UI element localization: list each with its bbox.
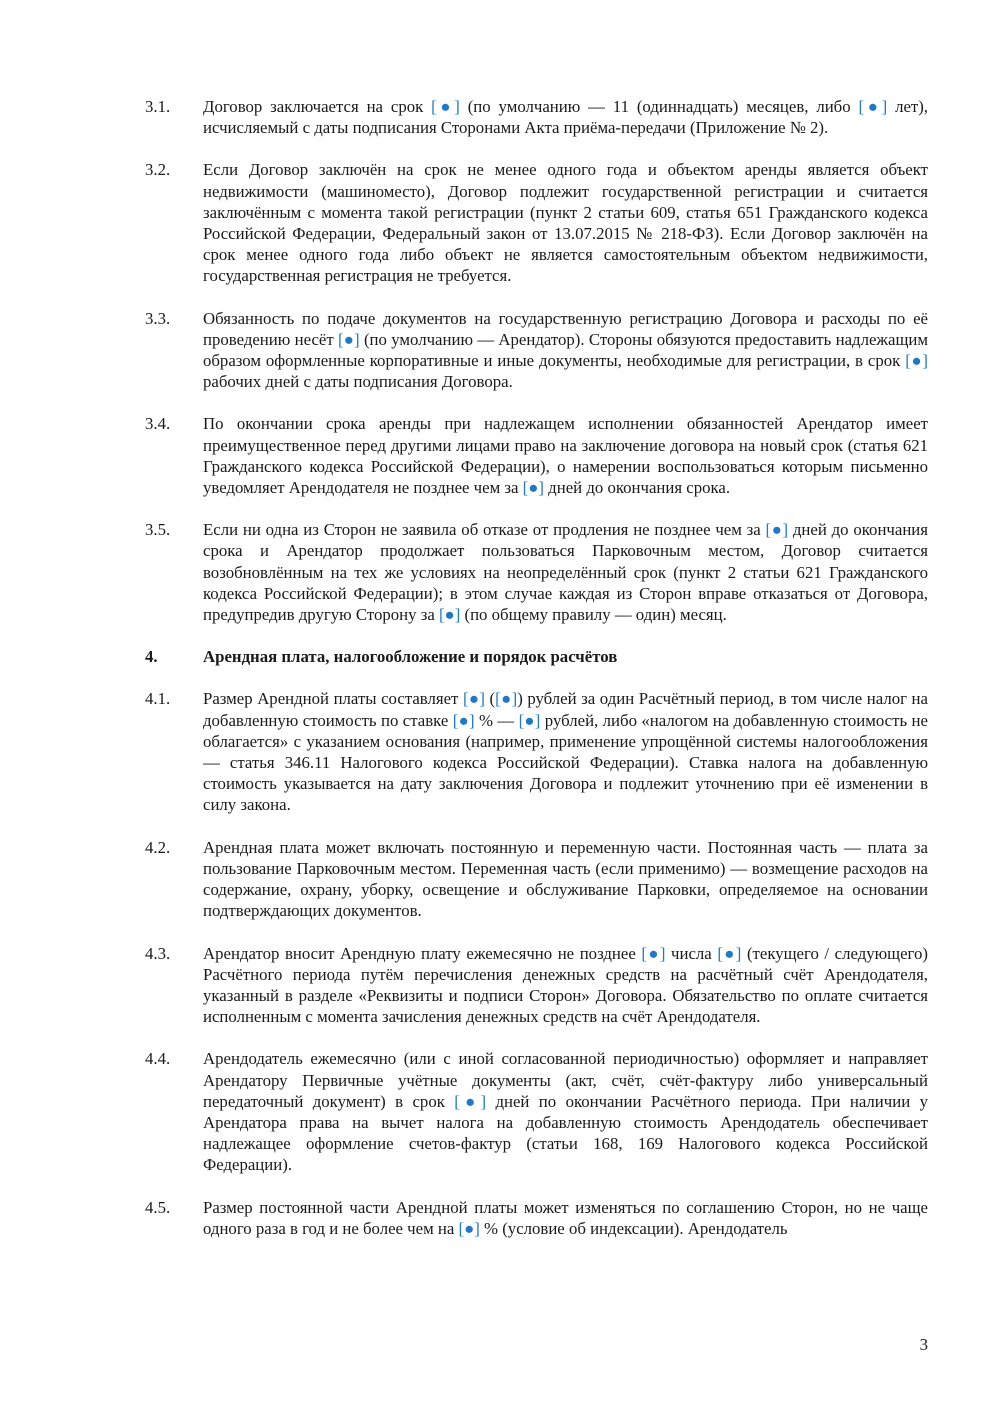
clause-text-run: Если Договор заключён на срок не менее одного года и объектом аренды является объект недвижимости (машиноместо), Договор подлежит государственной регистрации и считается заключённым с момента такой регистрации (пункт 2 статьи 609, статья 651 Гражданского кодекса Российской Федерации, Федеральный закон от 13.07.2015 № 218-ФЗ). Если Договор заключён на срок менее одного года либо объект не является самостоятельным объектом недвижимости, государственная регистрация не требуется.	[203, 160, 928, 286]
clause-text	[203, 413, 928, 498]
placeholder-field: [●]	[454, 1091, 487, 1111]
clause-text-run: дней до окончания срока.	[543, 478, 731, 498]
clause-number: 4.4.	[145, 1049, 171, 1069]
placeholder-field: [●]	[462, 689, 485, 709]
clause-text-run: Обязанность по подаче документов на государственную регистрацию Договора и расходы по её проведению несёт	[203, 308, 928, 349]
clause-text-run: Арендодатель ежемесячно (или с иной согласованной периодичностью) оформляет и направляет Арендатору Первичные учётные документы (акт, счёт, счёт-фактуру либо универсальный передаточный документ) в срок	[203, 1049, 928, 1111]
clause-text-run: лет), исчисляемый с даты подписания Сторонами Акта приёма-передачи (Приложение № 2).	[203, 97, 929, 138]
clause-number: 3.1.	[145, 97, 171, 116]
page-number: 3	[919, 1335, 928, 1354]
clause-text-run: числа	[665, 943, 718, 963]
clause	[145, 308, 928, 393]
clause-text-run: рублей, либо «налогом на добавленную стоимость не облагается» с указанием основания (например, применение упрощённой системы налогообложения — статья 346.11 Налогового кодекса Российской Федерации). Ставка налога на добавленную стоимость указывается на дату заключения Договора и подлежит уточнению при её изменении в силу закона.	[203, 710, 928, 815]
clause	[145, 943, 928, 1028]
placeholder-field: [●]	[641, 943, 666, 963]
placeholder-field: [●]	[518, 710, 541, 730]
clause-text	[203, 159, 928, 286]
clause-text-run: % (условие об индексации). Арендодатель	[479, 1218, 788, 1238]
placeholder-field: [●]	[858, 97, 888, 116]
clause-text-run: % —	[474, 710, 519, 730]
clause	[145, 413, 928, 498]
clause-text-run: Размер постоянной части Арендной платы может изменяться по соглашению Сторон, но не чаще одного раза в год и не более чем на	[203, 1197, 928, 1238]
clause-number: 3.4.	[145, 414, 171, 434]
clause-text	[203, 688, 928, 815]
clause-text	[203, 308, 928, 393]
clause-text-run: Если ни одна из Сторон не заявила об отказе от продления не позднее чем за	[203, 520, 766, 540]
clause-number: 4.3.	[145, 943, 171, 963]
clause-text-run: Договор заключается на срок	[203, 97, 432, 116]
clause-text	[203, 96, 928, 138]
clause-number: 4.5.	[145, 1197, 171, 1217]
placeholder-field: [●]	[431, 97, 460, 116]
clause-text	[203, 1197, 928, 1239]
clause-number: 3.2.	[145, 160, 171, 180]
clause	[145, 519, 928, 625]
document-body	[145, 96, 928, 1260]
clause-text-run: дней по окончании Расчётного периода. При наличии у Арендатора права на вычет налога на добавленную стоимость Арендодатель обеспечивает надлежащее оформление счетов-фактур (статьи 168, 169 Налогового кодекса Российской Федерации).	[203, 1091, 928, 1175]
clause-text	[203, 943, 928, 1028]
placeholder-field: [●]	[765, 520, 789, 540]
clause-text-run: Арендатор вносит Арендную плату ежемесячно не позднее	[203, 943, 642, 963]
clause-text-run: (по умолчанию — Арендатор). Стороны обязуются предоставить надлежащим образом оформленные корпоративные и иные документы, необходимые для регистрации, в срок	[203, 329, 928, 371]
placeholder-field: [●]	[452, 710, 475, 730]
clause-text	[203, 519, 928, 625]
section-4-heading	[145, 646, 928, 667]
clause-text-run: ) рублей за один Расчётный период, в том числе налог на добавленную стоимость по ставке	[203, 689, 928, 730]
clause	[145, 837, 928, 922]
clause-number: 3.3.	[145, 308, 171, 328]
clause	[145, 96, 928, 138]
clause-number: 3.5.	[145, 520, 171, 540]
clause	[145, 1197, 928, 1239]
clause-text-run: (текущего / следующего) Расчётного периода путём перечисления денежных средств на расчётный счёт Арендодателя, указанный в разделе «Реквизиты и подписи Сторон» Договора. Обязательство по оплате считается исполненным с момента зачисления денежных средств на счёт Арендодателя.	[203, 943, 928, 1027]
section-4-clauses	[145, 688, 928, 1238]
clause-text	[203, 1048, 928, 1175]
placeholder-field: [●]	[905, 351, 928, 371]
section-title: Арендная плата, налогообложение и порядок расчётов	[203, 647, 618, 667]
clause-text-run: Арендная плата может включать постоянную и переменную части. Постоянная часть — плата за пользование Парковочным местом. Переменная часть (если применимо) — возмещение расходов на содержание, охрану, уборку, освещение и обслуживание Парковки, определяемое на основании подтверждающих документов.	[203, 837, 928, 921]
clause-text-run: (	[484, 689, 496, 709]
placeholder-field: [●]	[438, 605, 461, 625]
clause	[145, 688, 928, 815]
clause-text-run: По окончании срока аренды при надлежащем исполнении обязанностей Арендатор имеет преимущественное перед другими лицами право на заключение договора на новый срок (статья 621 Гражданского кодекса Российской Федерации), о намерении воспользоваться которым письменно уведомляет Арендодателя не позднее чем за	[203, 414, 928, 498]
placeholder-field: [●]	[522, 478, 544, 498]
section-number: 4.	[145, 647, 158, 667]
clause-text-run: рабочих дней с даты подписания Договора.	[203, 372, 513, 392]
placeholder-field: [●]	[458, 1218, 480, 1238]
clause-text-run: (по умолчанию — 11 (одиннадцать) месяцев, либо	[459, 97, 859, 116]
clause-text-run: Размер Арендной платы составляет	[203, 689, 463, 709]
clause	[145, 159, 928, 286]
placeholder-field: [●]	[495, 689, 518, 709]
clause-text-run: дней до окончания срока и Арендатор продолжает пользоваться Парковочным местом, Договор считается возобновлённым на тех же условиях на неопределённый срок (пункт 2 статьи 621 Гражданского кодекса Российской Федерации); в этом случае каждая из Сторон вправе отказаться от Договора, предупредив другую Сторону за	[203, 520, 928, 625]
clause-number: 4.1.	[145, 689, 171, 709]
clause-text	[203, 837, 928, 922]
placeholder-field: [●]	[717, 943, 742, 963]
section-3-clauses	[145, 96, 928, 625]
clause-text-run: (по общему правилу — один) месяц.	[460, 605, 727, 625]
clause	[145, 1048, 928, 1175]
clause-number: 4.2.	[145, 837, 171, 857]
placeholder-field: [●]	[338, 329, 360, 349]
